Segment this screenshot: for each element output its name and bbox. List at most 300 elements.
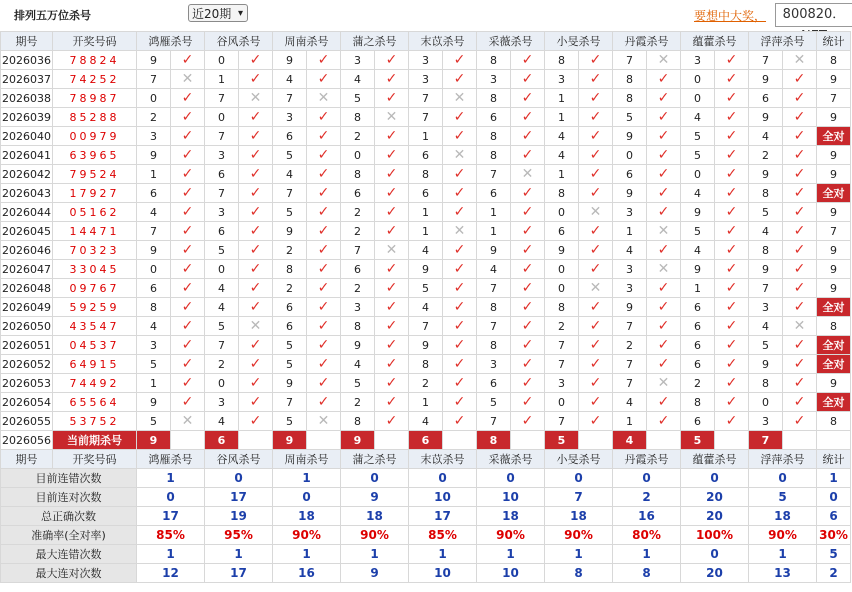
kill-value: 6 [273, 317, 307, 336]
kill-value: 5 [341, 89, 375, 108]
check-icon: ✓ [375, 374, 409, 393]
table-row [1, 165, 851, 184]
period-cell: 2026041 [1, 146, 53, 165]
check-icon: ✓ [443, 279, 477, 298]
kill-value: 5 [681, 222, 715, 241]
current-kill-value: 4 [613, 431, 647, 450]
period-cell: 2026052 [1, 355, 53, 374]
draw-number: 33045 [53, 260, 137, 279]
summary-value: 9 [341, 488, 409, 507]
table-row [1, 279, 851, 298]
draw-number: 85288 [53, 108, 137, 127]
kill-value: 5 [205, 241, 239, 260]
kill-value: 4 [681, 184, 715, 203]
kill-value: 2 [341, 222, 375, 241]
count-cell: 9 [817, 70, 851, 89]
period-cell: 2026040 [1, 127, 53, 146]
summary-value: 90% [545, 526, 613, 545]
check-icon: ✓ [715, 222, 749, 241]
draw-number: 43547 [53, 317, 137, 336]
check-icon: ✓ [307, 393, 341, 412]
kill-value: 5 [205, 317, 239, 336]
check-icon: ✓ [715, 374, 749, 393]
table-row [1, 412, 851, 431]
summary-value: 1 [341, 545, 409, 564]
summary-value: 20 [681, 564, 749, 583]
check-icon: ✓ [715, 51, 749, 70]
kill-value: 5 [273, 146, 307, 165]
check-icon: ✓ [511, 51, 545, 70]
summary-row [1, 469, 851, 488]
table-row [1, 127, 851, 146]
check-icon: ✓ [647, 108, 681, 127]
check-icon: ✓ [171, 203, 205, 222]
summary-value: 1 [273, 469, 341, 488]
check-icon: ✓ [783, 393, 817, 412]
kill-value: 7 [749, 51, 783, 70]
summary-value: 95% [205, 526, 273, 545]
kill-value: 9 [409, 336, 443, 355]
table-row [1, 374, 851, 393]
check-icon: ✓ [647, 70, 681, 89]
summary-value: 1 [477, 545, 545, 564]
check-icon: ✓ [171, 298, 205, 317]
kill-value: 8 [477, 89, 511, 108]
check-icon: ✓ [443, 70, 477, 89]
check-icon: ✓ [579, 184, 613, 203]
check-icon: ✓ [715, 241, 749, 260]
period-cell: 2026045 [1, 222, 53, 241]
kill-value: 3 [341, 51, 375, 70]
kill-value: 9 [749, 70, 783, 89]
check-icon: ✓ [579, 241, 613, 260]
summary-value: 12 [137, 564, 205, 583]
current-kill-value: 9 [137, 431, 171, 450]
check-icon: ✓ [783, 184, 817, 203]
check-icon: ✓ [239, 222, 273, 241]
kill-value: 6 [749, 89, 783, 108]
kill-value: 4 [273, 165, 307, 184]
summary-value: 20 [681, 488, 749, 507]
kill-value: 6 [681, 317, 715, 336]
kill-value: 7 [205, 127, 239, 146]
header-count: 统计 [817, 32, 851, 51]
check-icon: ✓ [783, 355, 817, 374]
kill-value: 4 [273, 70, 307, 89]
summary-value: 90% [749, 526, 817, 545]
summary-value: 1 [409, 545, 477, 564]
draw-number: 59259 [53, 298, 137, 317]
summary-value: 1 [613, 545, 681, 564]
kill-value: 2 [341, 279, 375, 298]
check-icon: ✓ [715, 412, 749, 431]
summary-value: 1 [205, 545, 273, 564]
check-icon: ✓ [307, 184, 341, 203]
current-count-blank [817, 431, 851, 450]
summary-count: 30% [817, 526, 851, 545]
kill-value: 4 [137, 203, 171, 222]
kill-value: 1 [613, 412, 647, 431]
check-icon: ✓ [783, 165, 817, 184]
draw-number: 79524 [53, 165, 137, 184]
header-expert: 蒲之杀号 [341, 32, 409, 51]
kill-value: 0 [137, 89, 171, 108]
check-icon: ✓ [443, 298, 477, 317]
kill-value: 9 [273, 51, 307, 70]
check-icon: ✓ [375, 184, 409, 203]
kill-value: 6 [137, 184, 171, 203]
check-icon: ✓ [307, 298, 341, 317]
cross-icon: ✕ [647, 260, 681, 279]
kill-value: 1 [545, 89, 579, 108]
all-correct-badge: 全对 [817, 355, 851, 374]
period-cell: 2026054 [1, 393, 53, 412]
check-icon: ✓ [647, 241, 681, 260]
check-icon: ✓ [239, 165, 273, 184]
kill-value: 8 [545, 298, 579, 317]
current-kill-value: 7 [749, 431, 783, 450]
kill-value: 4 [681, 241, 715, 260]
header-expert: 丹霞杀号 [613, 450, 681, 469]
check-icon: ✓ [171, 374, 205, 393]
summary-value: 0 [681, 545, 749, 564]
check-icon: ✓ [715, 165, 749, 184]
check-icon: ✓ [239, 108, 273, 127]
current-kill-value: 9 [341, 431, 375, 450]
kill-value: 7 [613, 317, 647, 336]
kill-value: 6 [273, 298, 307, 317]
kill-value: 7 [205, 184, 239, 203]
cross-icon: ✕ [647, 51, 681, 70]
summary-value: 0 [477, 469, 545, 488]
kill-value: 7 [749, 279, 783, 298]
kill-value: 8 [341, 165, 375, 184]
summary-value: 100% [681, 526, 749, 545]
kill-value: 6 [681, 336, 715, 355]
kill-value: 2 [681, 374, 715, 393]
check-icon: ✓ [715, 317, 749, 336]
header-expert: 周南杀号 [273, 32, 341, 51]
kill-value: 0 [681, 89, 715, 108]
top-bar [0, 0, 852, 30]
kill-value: 9 [477, 241, 511, 260]
summary-count: 1 [817, 469, 851, 488]
all-correct-badge: 全对 [817, 393, 851, 412]
check-icon: ✓ [171, 51, 205, 70]
kill-value: 6 [681, 355, 715, 374]
summary-label: 最大连错次数 [1, 545, 137, 564]
summary-value: 90% [273, 526, 341, 545]
kill-value: 9 [341, 336, 375, 355]
header-expert: 蒲之杀号 [341, 450, 409, 469]
check-icon: ✓ [511, 412, 545, 431]
check-icon: ✓ [307, 165, 341, 184]
count-cell: 8 [817, 51, 851, 70]
current-kill-value: 6 [205, 431, 239, 450]
current-kill-value: 6 [409, 431, 443, 450]
kill-value: 4 [749, 317, 783, 336]
kill-value: 9 [749, 260, 783, 279]
table-row [1, 317, 851, 336]
check-icon: ✓ [443, 260, 477, 279]
table-row [1, 51, 851, 70]
current-blank [511, 431, 545, 450]
summary-value: 0 [341, 469, 409, 488]
count-cell: 9 [817, 241, 851, 260]
kill-value: 7 [613, 51, 647, 70]
kill-value: 2 [545, 317, 579, 336]
kill-value: 6 [545, 222, 579, 241]
header-count: 统计 [817, 450, 851, 469]
count-cell: 9 [817, 260, 851, 279]
check-icon: ✓ [783, 412, 817, 431]
table-row [1, 241, 851, 260]
header-expert: 丹霞杀号 [613, 32, 681, 51]
check-icon: ✓ [307, 336, 341, 355]
kill-value: 2 [749, 146, 783, 165]
summary-value: 90% [341, 526, 409, 545]
page-title: 排列五万位杀号 [14, 9, 91, 22]
check-icon: ✓ [647, 279, 681, 298]
header-expert: 末苡杀号 [409, 450, 477, 469]
header-expert: 浮萍杀号 [749, 450, 817, 469]
check-icon: ✓ [579, 146, 613, 165]
kill-value: 3 [477, 70, 511, 89]
summary-value: 9 [341, 564, 409, 583]
check-icon: ✓ [239, 412, 273, 431]
check-icon: ✓ [239, 336, 273, 355]
check-icon: ✓ [511, 393, 545, 412]
check-icon: ✓ [239, 127, 273, 146]
header-expert: 采薇杀号 [477, 450, 545, 469]
check-icon: ✓ [375, 393, 409, 412]
check-icon: ✓ [579, 317, 613, 336]
kill-value: 6 [273, 127, 307, 146]
kill-value: 3 [545, 374, 579, 393]
kill-value: 6 [341, 260, 375, 279]
kill-value: 6 [409, 184, 443, 203]
kill-value: 1 [409, 203, 443, 222]
kill-value: 9 [749, 165, 783, 184]
summary-value: 18 [749, 507, 817, 526]
kill-value: 4 [681, 108, 715, 127]
period-cell: 2026055 [1, 412, 53, 431]
kill-value: 0 [205, 260, 239, 279]
summary-value: 13 [749, 564, 817, 583]
kill-value: 1 [409, 393, 443, 412]
check-icon: ✓ [715, 108, 749, 127]
header-expert: 周南杀号 [273, 450, 341, 469]
summary-value: 0 [545, 469, 613, 488]
check-icon: ✓ [511, 203, 545, 222]
kill-value: 4 [205, 298, 239, 317]
kill-value: 0 [681, 165, 715, 184]
check-icon: ✓ [375, 222, 409, 241]
kill-value: 7 [341, 241, 375, 260]
kill-value: 9 [749, 355, 783, 374]
kill-value: 7 [545, 355, 579, 374]
kill-value: 2 [273, 279, 307, 298]
summary-row [1, 507, 851, 526]
kill-value: 0 [545, 203, 579, 222]
kill-value: 4 [613, 393, 647, 412]
kill-value: 9 [137, 146, 171, 165]
check-icon: ✓ [783, 146, 817, 165]
kill-value: 1 [409, 127, 443, 146]
header-expert: 谷风杀号 [205, 32, 273, 51]
check-icon: ✓ [171, 165, 205, 184]
period-cell: 2026048 [1, 279, 53, 298]
draw-number: 65564 [53, 393, 137, 412]
summary-value: 17 [205, 564, 273, 583]
kill-value: 9 [273, 222, 307, 241]
kill-value: 6 [681, 412, 715, 431]
cross-icon: ✕ [239, 317, 273, 336]
check-icon: ✓ [647, 336, 681, 355]
cross-icon: ✕ [511, 165, 545, 184]
count-cell: 9 [817, 108, 851, 127]
summary-row [1, 488, 851, 507]
summary-value: 0 [205, 469, 273, 488]
kill-value: 9 [613, 127, 647, 146]
kill-value: 4 [749, 222, 783, 241]
check-icon: ✓ [647, 355, 681, 374]
kill-value: 3 [341, 298, 375, 317]
kill-value: 6 [205, 222, 239, 241]
chevron-down-icon: ▾ [237, 8, 243, 19]
table-row [1, 393, 851, 412]
check-icon: ✓ [171, 260, 205, 279]
check-icon: ✓ [647, 127, 681, 146]
kill-value: 0 [341, 146, 375, 165]
promo-link[interactable]: 要想中大奖， [694, 9, 767, 23]
check-icon: ✓ [375, 89, 409, 108]
check-icon: ✓ [579, 70, 613, 89]
kill-value: 0 [545, 393, 579, 412]
summary-value: 10 [409, 488, 477, 507]
draw-number: 17927 [53, 184, 137, 203]
check-icon: ✓ [171, 336, 205, 355]
summary-row [1, 545, 851, 564]
check-icon: ✓ [715, 279, 749, 298]
check-icon: ✓ [239, 260, 273, 279]
kill-value: 1 [681, 279, 715, 298]
kill-value: 4 [477, 260, 511, 279]
check-icon: ✓ [579, 355, 613, 374]
summary-value: 0 [409, 469, 477, 488]
kill-value: 5 [477, 393, 511, 412]
kill-value: 6 [137, 279, 171, 298]
kill-value: 8 [749, 184, 783, 203]
check-icon: ✓ [443, 165, 477, 184]
kill-value: 0 [205, 108, 239, 127]
count-cell: 9 [817, 279, 851, 298]
kill-value: 9 [545, 241, 579, 260]
kill-value: 7 [545, 336, 579, 355]
site-brand: 800820． [775, 3, 852, 27]
cross-icon: ✕ [171, 70, 205, 89]
draw-number: 63965 [53, 146, 137, 165]
kill-value: 6 [681, 298, 715, 317]
check-icon: ✓ [307, 203, 341, 222]
kill-value: 1 [137, 165, 171, 184]
period-cell: 2026047 [1, 260, 53, 279]
kill-value: 3 [137, 127, 171, 146]
kill-value: 1 [477, 222, 511, 241]
kill-value: 3 [545, 70, 579, 89]
check-icon: ✓ [239, 279, 273, 298]
check-icon: ✓ [647, 393, 681, 412]
check-icon: ✓ [443, 336, 477, 355]
check-icon: ✓ [647, 89, 681, 108]
check-icon: ✓ [171, 184, 205, 203]
header-expert: 小旻杀号 [545, 32, 613, 51]
current-blank [375, 431, 409, 450]
kill-value: 7 [477, 412, 511, 431]
check-icon: ✓ [647, 165, 681, 184]
kill-value: 3 [409, 70, 443, 89]
all-correct-badge: 全对 [817, 298, 851, 317]
current-kill-value: 8 [477, 431, 511, 450]
check-icon: ✓ [375, 279, 409, 298]
period-range-select[interactable] [188, 4, 248, 22]
summary-value: 16 [613, 507, 681, 526]
summary-label: 准确率(全对率) [1, 526, 137, 545]
period-cell: 2026038 [1, 89, 53, 108]
current-kill-value: 5 [545, 431, 579, 450]
kill-value: 8 [613, 70, 647, 89]
kill-value: 9 [409, 260, 443, 279]
kill-value: 8 [137, 298, 171, 317]
kill-value: 3 [613, 203, 647, 222]
current-kill-value: 9 [273, 431, 307, 450]
check-icon: ✓ [307, 222, 341, 241]
kill-value: 3 [749, 298, 783, 317]
kill-value: 6 [613, 165, 647, 184]
check-icon: ✓ [239, 51, 273, 70]
period-cell: 2026051 [1, 336, 53, 355]
summary-value: 0 [137, 488, 205, 507]
summary-value: 10 [477, 488, 545, 507]
check-icon: ✓ [647, 146, 681, 165]
kill-value: 8 [477, 51, 511, 70]
kill-value: 6 [477, 184, 511, 203]
summary-value: 18 [341, 507, 409, 526]
check-icon: ✓ [443, 241, 477, 260]
header-draw: 开奖号码 [53, 32, 137, 51]
cross-icon: ✕ [783, 51, 817, 70]
check-icon: ✓ [783, 374, 817, 393]
kill-value: 2 [613, 336, 647, 355]
kill-value: 5 [273, 336, 307, 355]
kill-value: 8 [477, 336, 511, 355]
column-header-row [1, 32, 851, 51]
summary-value: 20 [681, 507, 749, 526]
kill-value: 3 [613, 260, 647, 279]
summary-label: 目前连对次数 [1, 488, 137, 507]
kill-value: 7 [137, 222, 171, 241]
check-icon: ✓ [715, 336, 749, 355]
check-icon: ✓ [783, 127, 817, 146]
current-blank [171, 431, 205, 450]
all-correct-badge: 全对 [817, 336, 851, 355]
kill-value: 3 [205, 203, 239, 222]
summary-value: 1 [137, 545, 205, 564]
check-icon: ✓ [511, 374, 545, 393]
check-icon: ✓ [647, 298, 681, 317]
kill-value: 7 [613, 374, 647, 393]
check-icon: ✓ [307, 146, 341, 165]
